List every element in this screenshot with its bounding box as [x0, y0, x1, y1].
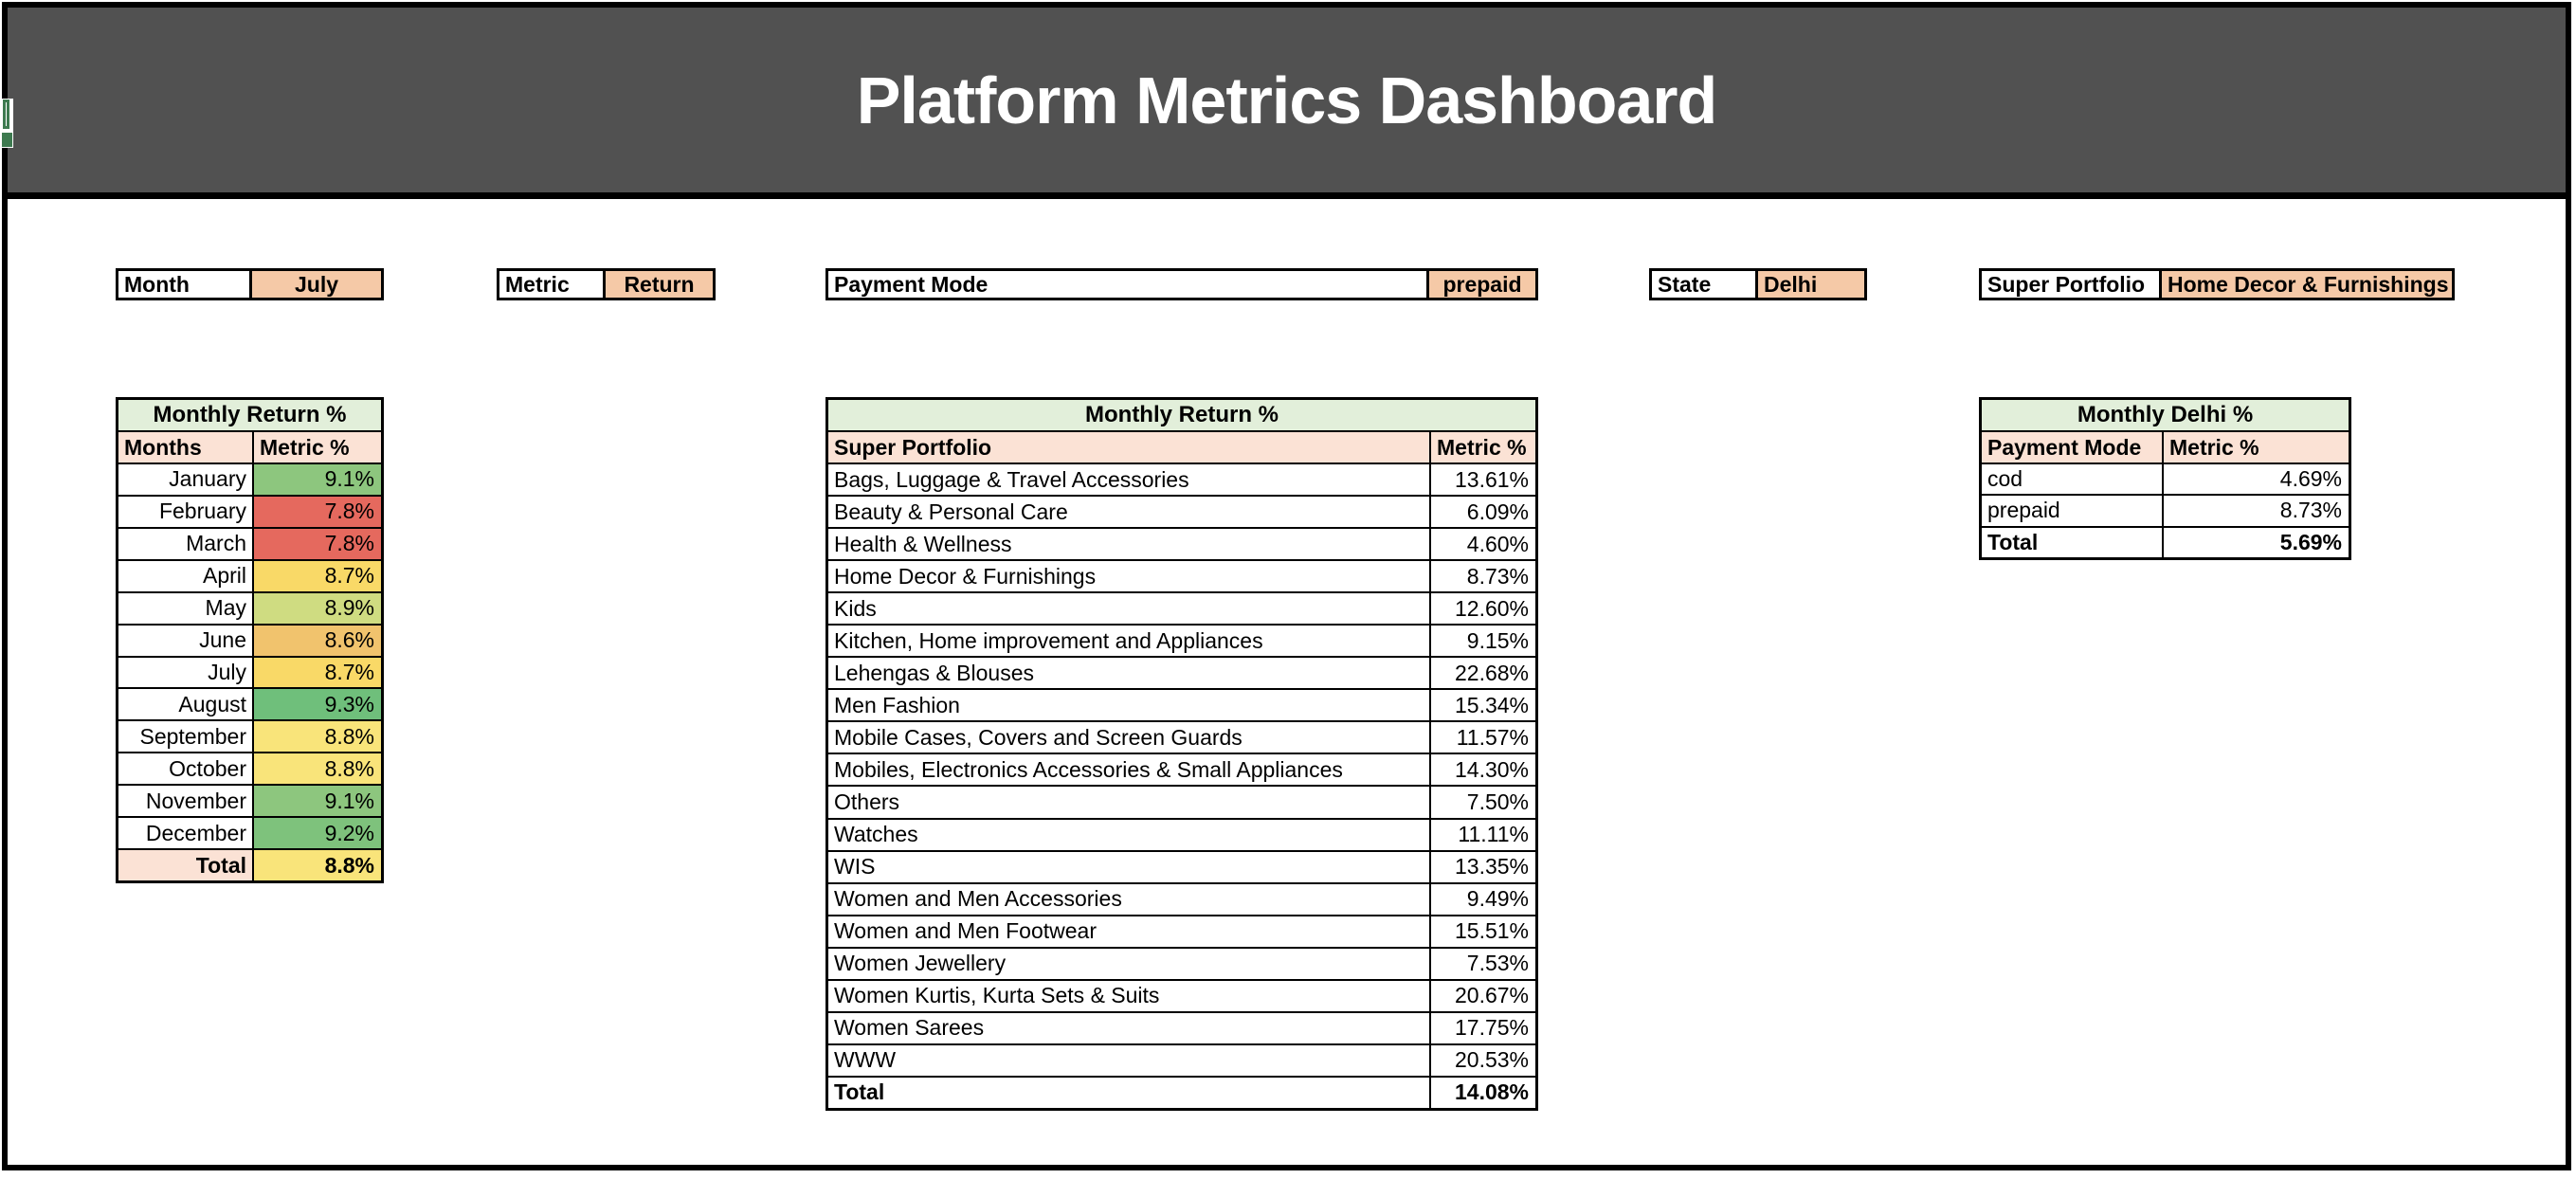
filter-super-portfolio — [1979, 268, 2455, 300]
table-row — [118, 561, 381, 593]
row-label-cell: December — [145, 820, 246, 845]
row-label-cell: Home Decor & Furnishings — [834, 563, 1097, 589]
filter-state — [1649, 268, 1867, 300]
table-row — [828, 787, 1535, 819]
dashboard-header — [8, 8, 2566, 199]
table-row — [828, 820, 1535, 852]
table-row — [828, 658, 1535, 690]
row-value-cell: 15.51% — [1429, 916, 1535, 947]
table-header-row — [828, 432, 1535, 464]
column-header-super-portfolio: Super Portfolio — [834, 434, 992, 460]
table-row — [828, 916, 1535, 949]
row-value-cell: 13.35% — [1429, 852, 1535, 882]
column-header-payment-mode: Payment Mode — [1987, 434, 2142, 460]
table-row — [118, 593, 381, 626]
row-label-cell: Health & Wellness — [834, 531, 1012, 556]
row-label-cell: WWW — [834, 1047, 897, 1073]
table-row — [828, 1045, 1535, 1078]
row-label-cell: Kids — [834, 595, 877, 621]
table-row — [828, 626, 1535, 658]
row-value-cell: 9.3% — [252, 689, 381, 719]
row-value-cell: 11.57% — [1429, 722, 1535, 753]
table-title: Monthly Return % — [118, 400, 381, 432]
table-row — [118, 786, 381, 818]
row-value-cell: 6.09% — [1429, 497, 1535, 527]
row-label-cell: Mobiles, Electronics Accessories & Small Appliances — [834, 756, 1343, 782]
row-label-cell: September — [139, 723, 246, 749]
row-value-cell: 20.67% — [1429, 981, 1535, 1011]
filter-month — [116, 268, 384, 300]
row-label-cell: Mobile Cases, Covers and Screen Guards — [834, 724, 1243, 750]
row-label-cell: June — [199, 627, 246, 653]
table-row — [828, 884, 1535, 916]
filter-metric-label: Metric — [497, 268, 606, 300]
row-label-cell: Women Sarees — [834, 1015, 985, 1041]
row-value-cell: 9.15% — [1429, 626, 1535, 656]
sheet-edge-logo-fragment — [0, 99, 13, 148]
table-row — [118, 658, 381, 690]
table-row — [118, 689, 381, 721]
row-value-cell: 8.8% — [252, 850, 381, 880]
row-value-cell: 13.61% — [1429, 464, 1535, 495]
row-label-cell: WIS — [834, 854, 876, 880]
portfolio-return-table — [825, 397, 1538, 1111]
row-label-cell: Lehengas & Blouses — [834, 660, 1034, 685]
table-rows — [1982, 464, 2349, 557]
table-row — [1982, 528, 2349, 557]
row-label-cell: February — [158, 499, 246, 524]
table-row — [118, 626, 381, 658]
table-header-row — [1982, 432, 2349, 464]
filter-payment-mode-label: Payment Mode — [825, 268, 1429, 300]
filter-metric-value[interactable]: Return — [606, 268, 716, 300]
column-header-metric: Metric % — [252, 432, 381, 463]
row-value-cell: 9.1% — [252, 464, 381, 495]
filter-metric — [497, 268, 716, 300]
row-value-cell: 20.53% — [1429, 1045, 1535, 1076]
row-value-cell: 8.7% — [252, 561, 381, 591]
row-label-cell: prepaid — [1987, 498, 2060, 523]
row-label-cell: October — [169, 755, 246, 781]
row-value-cell: 8.73% — [2162, 496, 2349, 525]
row-value-cell: 14.30% — [1429, 754, 1535, 785]
filter-state-label: State — [1649, 268, 1758, 300]
row-value-cell: 17.75% — [1429, 1013, 1535, 1043]
row-label-cell: Women and Men Footwear — [834, 918, 1097, 944]
row-value-cell: 7.50% — [1429, 787, 1535, 817]
table-row — [828, 464, 1535, 497]
table-row — [118, 464, 381, 497]
row-value-cell: 12.60% — [1429, 593, 1535, 624]
row-value-cell: 8.73% — [1429, 561, 1535, 591]
table-row — [118, 721, 381, 753]
filter-month-value[interactable]: July — [252, 268, 384, 300]
row-label-cell: May — [205, 595, 246, 621]
row-label-cell: Watches — [834, 822, 918, 847]
dashboard-title: Platform Metrics Dashboard — [856, 63, 1717, 137]
table-row — [118, 529, 381, 561]
filter-payment-mode-value[interactable]: prepaid — [1429, 268, 1538, 300]
table-title: Monthly Delhi % — [1982, 400, 2349, 432]
table-row — [828, 1013, 1535, 1045]
row-label-cell: Bags, Luggage & Travel Accessories — [834, 466, 1189, 492]
table-row — [1982, 464, 2349, 496]
table-title: Monthly Return % — [828, 400, 1535, 432]
column-header-metric: Metric % — [2162, 432, 2349, 463]
row-label-cell: Total — [1987, 529, 2039, 554]
row-value-cell: 8.8% — [252, 721, 381, 752]
row-value-cell: 14.08% — [1429, 1078, 1535, 1108]
table-row — [118, 497, 381, 529]
filter-month-label: Month — [116, 268, 252, 300]
row-value-cell: 4.69% — [2162, 464, 2349, 494]
table-row — [828, 561, 1535, 593]
row-value-cell: 8.7% — [252, 658, 381, 688]
row-label-cell: Women Kurtis, Kurta Sets & Suits — [834, 983, 1160, 1008]
row-label-cell: January — [169, 466, 246, 492]
table-row — [118, 850, 381, 880]
delhi-payment-table — [1979, 397, 2351, 560]
row-label-cell: Women Jewellery — [834, 951, 1007, 976]
table-row — [828, 593, 1535, 626]
row-label-cell: April — [202, 563, 246, 589]
row-value-cell: 22.68% — [1429, 658, 1535, 688]
row-value-cell: 11.11% — [1429, 820, 1535, 850]
row-label-cell: Total — [118, 850, 252, 880]
table-row — [118, 818, 381, 850]
row-value-cell: 7.8% — [252, 497, 381, 527]
row-value-cell: 15.34% — [1429, 690, 1535, 720]
row-value-cell: 5.69% — [2162, 528, 2349, 557]
row-label-cell: November — [145, 788, 246, 813]
row-label-cell: Kitchen, Home improvement and Appliances — [834, 627, 1263, 653]
table-rows — [828, 464, 1535, 1108]
row-label-cell: Others — [834, 789, 900, 814]
row-label-cell: July — [208, 659, 246, 684]
row-label-cell: cod — [1987, 466, 2023, 492]
table-row — [828, 529, 1535, 561]
row-value-cell: 7.53% — [1429, 949, 1535, 979]
row-label-cell: March — [186, 531, 246, 556]
logo-fragment-bar — [3, 100, 9, 129]
row-label-cell: Beauty & Personal Care — [834, 499, 1068, 524]
table-row — [828, 1078, 1535, 1108]
table-rows — [118, 464, 381, 880]
table-header-row — [118, 432, 381, 464]
row-value-cell: 4.60% — [1429, 529, 1535, 559]
row-value-cell: 8.9% — [252, 593, 381, 624]
row-value-cell: 9.49% — [1429, 884, 1535, 915]
table-row — [828, 690, 1535, 722]
column-header-metric: Metric % — [1429, 432, 1535, 463]
table-row — [828, 981, 1535, 1013]
table-row — [1982, 496, 2349, 527]
filter-super-portfolio-value[interactable]: Home Decor & Furnishings — [2162, 268, 2455, 300]
table-row — [828, 497, 1535, 529]
table-row — [118, 753, 381, 786]
table-row — [828, 754, 1535, 787]
table-row — [828, 949, 1535, 981]
row-value-cell: 8.8% — [252, 753, 381, 784]
row-value-cell: 9.2% — [252, 818, 381, 848]
row-value-cell: 7.8% — [252, 529, 381, 559]
table-row — [828, 852, 1535, 884]
row-label-cell: Women and Men Accessories — [834, 886, 1122, 912]
row-value-cell: 9.1% — [252, 786, 381, 816]
column-header-months: Months — [124, 434, 202, 460]
filter-state-value[interactable]: Delhi — [1758, 268, 1867, 300]
filter-payment-mode — [825, 268, 1538, 300]
monthly-return-table — [116, 397, 384, 883]
filter-super-portfolio-label: Super Portfolio — [1979, 268, 2162, 300]
row-label-cell: Men Fashion — [834, 692, 960, 717]
logo-fragment-square — [2, 133, 12, 147]
row-label-cell: August — [178, 691, 246, 716]
row-value-cell: 8.6% — [252, 626, 381, 656]
row-label-cell: Total — [834, 1079, 885, 1105]
table-row — [828, 722, 1535, 754]
